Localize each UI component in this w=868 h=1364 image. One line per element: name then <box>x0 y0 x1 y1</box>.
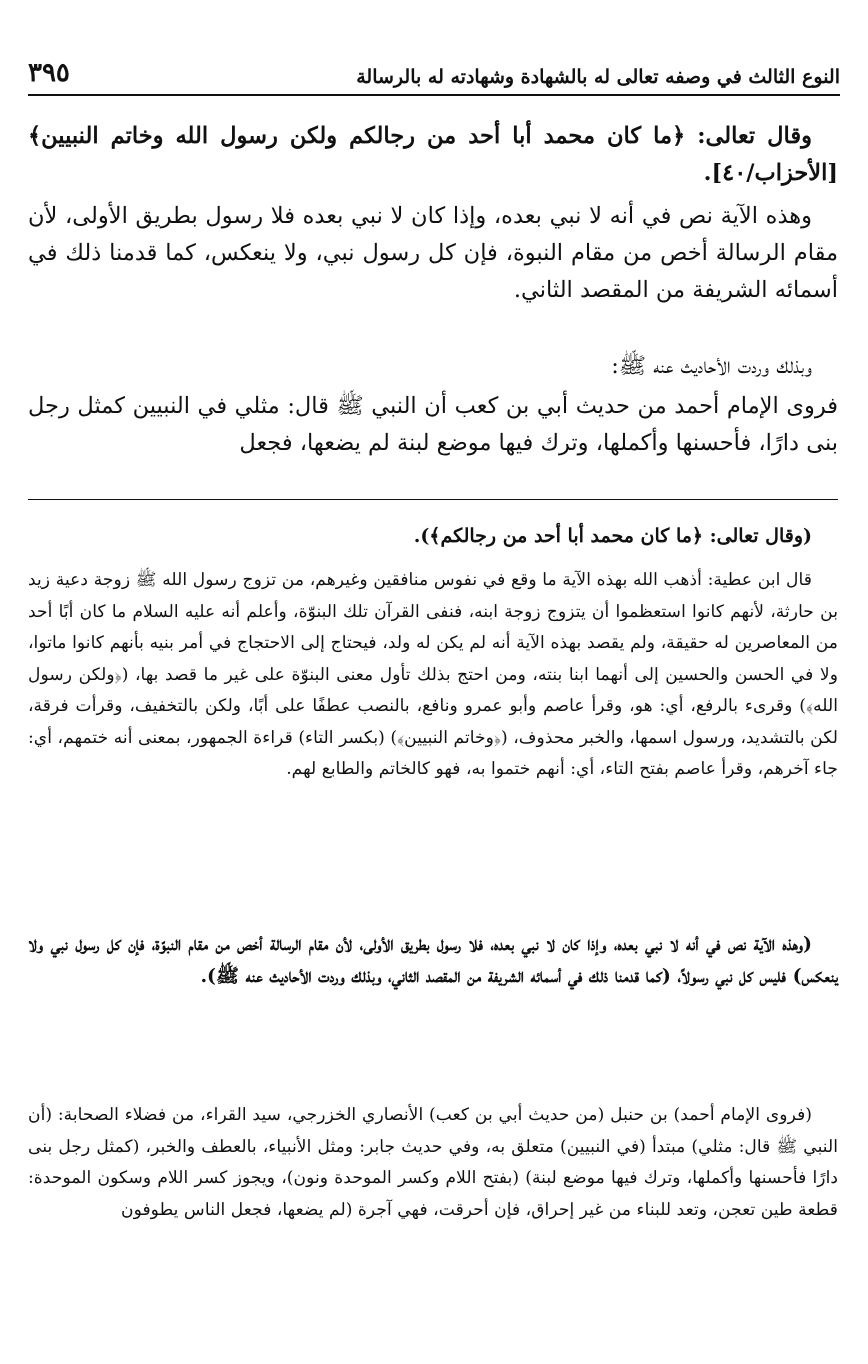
main-paragraph-1: وقال تعالى: ﴿ما كان محمد أبا أحد من رجالكم ولكن رسول الله وخاتم النبيين﴾ [الأحزاب/٤٠]. <box>28 123 838 186</box>
page-number: ٣٩٥ <box>28 58 70 88</box>
main-paragraph-4: فروى الإمام أحمد من حديث أبي بن كعب أن النبي ﷺ قال: مثلي في النبيين كمثل رجل بنى دارًا، فأحسنها وأكملها، وترك فيها موضع لبنة لم يضعها، فجعل <box>28 393 838 456</box>
chapter-title: النوع الثالث في وصفه تعالى له بالشهادة وشهادته له بالرسالة <box>356 66 840 88</box>
commentary-paragraph-2: قال ابن عطية: أذهب الله بهذه الآية ما وقع في نفوس منافقين وغيرهم، من تزوج رسول الله ﷺ زوجة دعية زيد بن حارثة، لأنهم كانوا استعظموا أن يتزوج زوجة ابنه، فنفى القرآن تلك البنوّة، وأعلم أنه عليه السلام ما كان أبًا أحد من المعاصرين له حقيقة، ولم يقصد بهذه الآية أنه لم يكن له ولد، فيحتاج إلى الاحتجاج في أمر بنيه بأنهم كانوا ماتوا، ولا في الحسن والحسين إلى أنهما ابنا بنته، ومن احتج بذلك تأول معنى البنوّة على غير ما قصد بها، (﴿ولكن رسول الله﴾) وقرىء بالرفع، أي: هو، وقرأ عاصم وأبو عمرو ونافع، بالنصب عطفًا على أبًا، ولكن بالتخفيف، وقرأت فرقة، لكن بالتشديد، ورسول اسمها، والخبر محذوف، (﴿وخاتم النبيين﴾) (بكسر التاء) قراءة الجمهور، بمعنى أنه ختمهم، أي: جاء آخرهم، وقرأ عاصم بفتح التاء، أي: أنهم ختموا به، فهو كالخاتم والطابع لهم. <box>28 570 838 779</box>
main-paragraph-3: وبذلك وردت الأحاديث عنه ﷺ: <box>611 353 812 379</box>
commentary-paragraph-1: (وقال تعالى: ﴿ما كان محمد أبا أحد من رجالكم﴾). <box>413 525 812 547</box>
footnote-divider <box>28 499 838 500</box>
commentary-paragraph-3: (وهذه الآية نص في أنه لا نبي بعده، وإذا كان لا نبي بعده، فلا رسول بطريق الأولى، لأن مقام الرسالة أخص من مقام النبوّة، فإن كل رسول نبي ولا ينعكس) فليس كل نبي رسولاً، (كما قدمنا ذلك في أسمائه الشريفة من المقصد الثاني، وبذلك وردت الأحاديث عنه ﷺ). <box>28 933 838 987</box>
commentary-paragraph-4: (فروى الإمام أحمد) بن حنبل (من حديث أبي بن كعب) الأنصاري الخزرجي، سيد القراء، من فضلاء الصحابة: (أن النبي ﷺ قال: مثلي) مبتدأ (في النبيين) متعلق به، وفي حديث جابر: ومثل الأنبياء، بالعطف والخبر، (كمثل رجل بنى دارًا فأحسنها وأكملها، وترك فيها موضع لبنة) (بفتح اللام وكسر الموحدة ونون)، ويجوز كسر اللام وسكون الموحدة: قطعة طين تعجن، وتعد للبناء من غير إحراق، فإن أحرقت، فهي آجرة (لم يضعها، فجعل الناس يطوفون <box>28 1105 838 1220</box>
main-paragraph-2: وهذه الآية نص في أنه لا نبي بعده، وإذا كان لا نبي بعده فلا رسول بطريق الأولى، لأن مقام الرسالة أخص من مقام النبوة، فإن كل رسول نبي، ولا ينعكس، كما قدمنا ذلك في أسمائه الشريفة من المقصد الثاني. <box>28 203 838 303</box>
running-header <box>28 48 840 96</box>
